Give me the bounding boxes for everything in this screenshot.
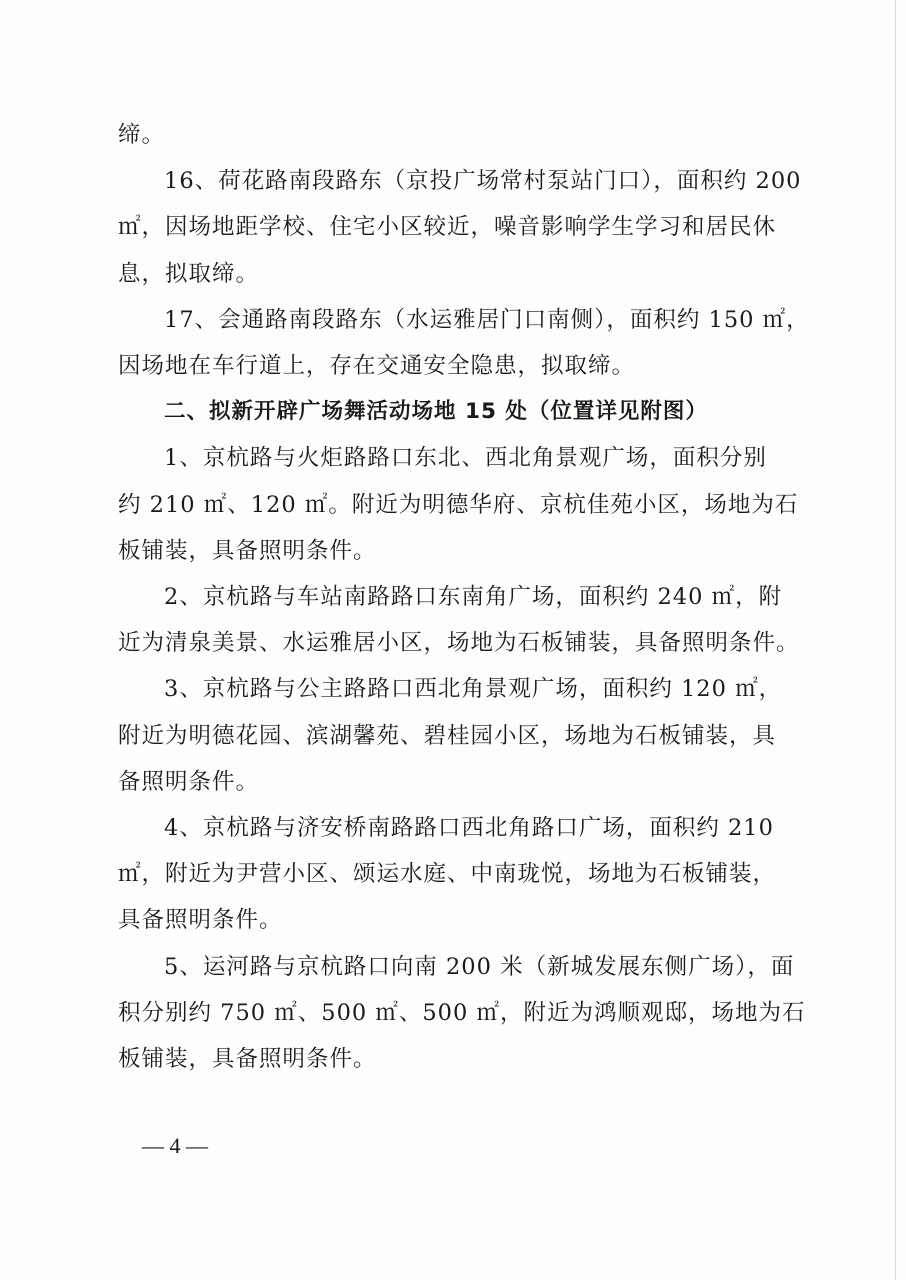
paragraph-new-site-1 — [118, 435, 799, 574]
text-line: 息，拟取缔。 — [118, 260, 260, 287]
document-body — [118, 112, 810, 1082]
text-line: 近为清泉美景、水运雅居小区，场地为石板铺装，具备照明条件。 — [118, 630, 800, 657]
paragraph-new-site-4 — [118, 805, 790, 944]
paragraph-new-site-3 — [118, 666, 790, 805]
text-line: ㎡，因场地距学校、住宅小区较近，噪音影响学生学习和居民休 — [118, 214, 777, 241]
paragraph-item-17 — [118, 297, 810, 389]
page-number: — 4 — — [142, 1133, 208, 1158]
text-line: 17、会通路南段路东（水运雅居门口南侧），面积约 150 ㎡， — [164, 306, 810, 333]
text-line: 具备照明条件。 — [118, 907, 283, 934]
text-line: 板铺装，具备照明条件。 — [118, 537, 377, 564]
heading-text: 二、拟新开辟广场舞活动场地 15 处（位置详见附图） — [164, 399, 708, 425]
paragraph-new-site-2 — [118, 574, 800, 666]
section-heading — [118, 389, 790, 435]
text-line: 因场地在车行道上，存在交通安全隐患，拟取缔。 — [118, 353, 636, 380]
text-line: 16、荷花路南段路东（京投广场常村泵站门口），面积约 200 — [164, 168, 802, 195]
text-line: 附近为明德花园、滨湖馨苑、碧桂园小区，场地为石板铺装，具 — [118, 722, 777, 749]
text-line: 板铺装，具备照明条件。 — [118, 1046, 377, 1073]
paragraph-item-16 — [118, 158, 802, 297]
text-line: 5、运河路与京杭路口向南 200 米（新城发展东侧广场），面 — [164, 953, 795, 980]
text-line: 备照明条件。 — [118, 768, 260, 795]
paragraph-new-site-5 — [118, 944, 806, 1083]
page-edge-line — [895, 0, 896, 1280]
text-line: ㎡，附近为尹营小区、颂运水庭、中南珑悦，场地为石板铺装， — [118, 861, 777, 888]
text-line: 1、京杭路与火炬路路口东北、西北角景观广场，面积分别 — [164, 445, 767, 472]
text-line: 3、京杭路与公主路路口西北角景观广场，面积约 120 ㎡， — [164, 676, 783, 703]
text-line: 约 210 ㎡、120 ㎡。附近为明德华府、京杭佳苑小区，场地为石 — [118, 491, 799, 518]
paragraph-continuation — [118, 112, 790, 158]
text-line: 缔。 — [118, 122, 166, 148]
text-line: 积分别约 750 ㎡、500 ㎡、500 ㎡，附近为鸿顺观邸，场地为石 — [118, 999, 806, 1026]
text-line: 2、京杭路与车站南路路口东南角广场，面积约 240 ㎡，附 — [164, 584, 783, 611]
text-line: 4、京杭路与济安桥南路路口西北角路口广场，面积约 210 — [164, 815, 774, 842]
